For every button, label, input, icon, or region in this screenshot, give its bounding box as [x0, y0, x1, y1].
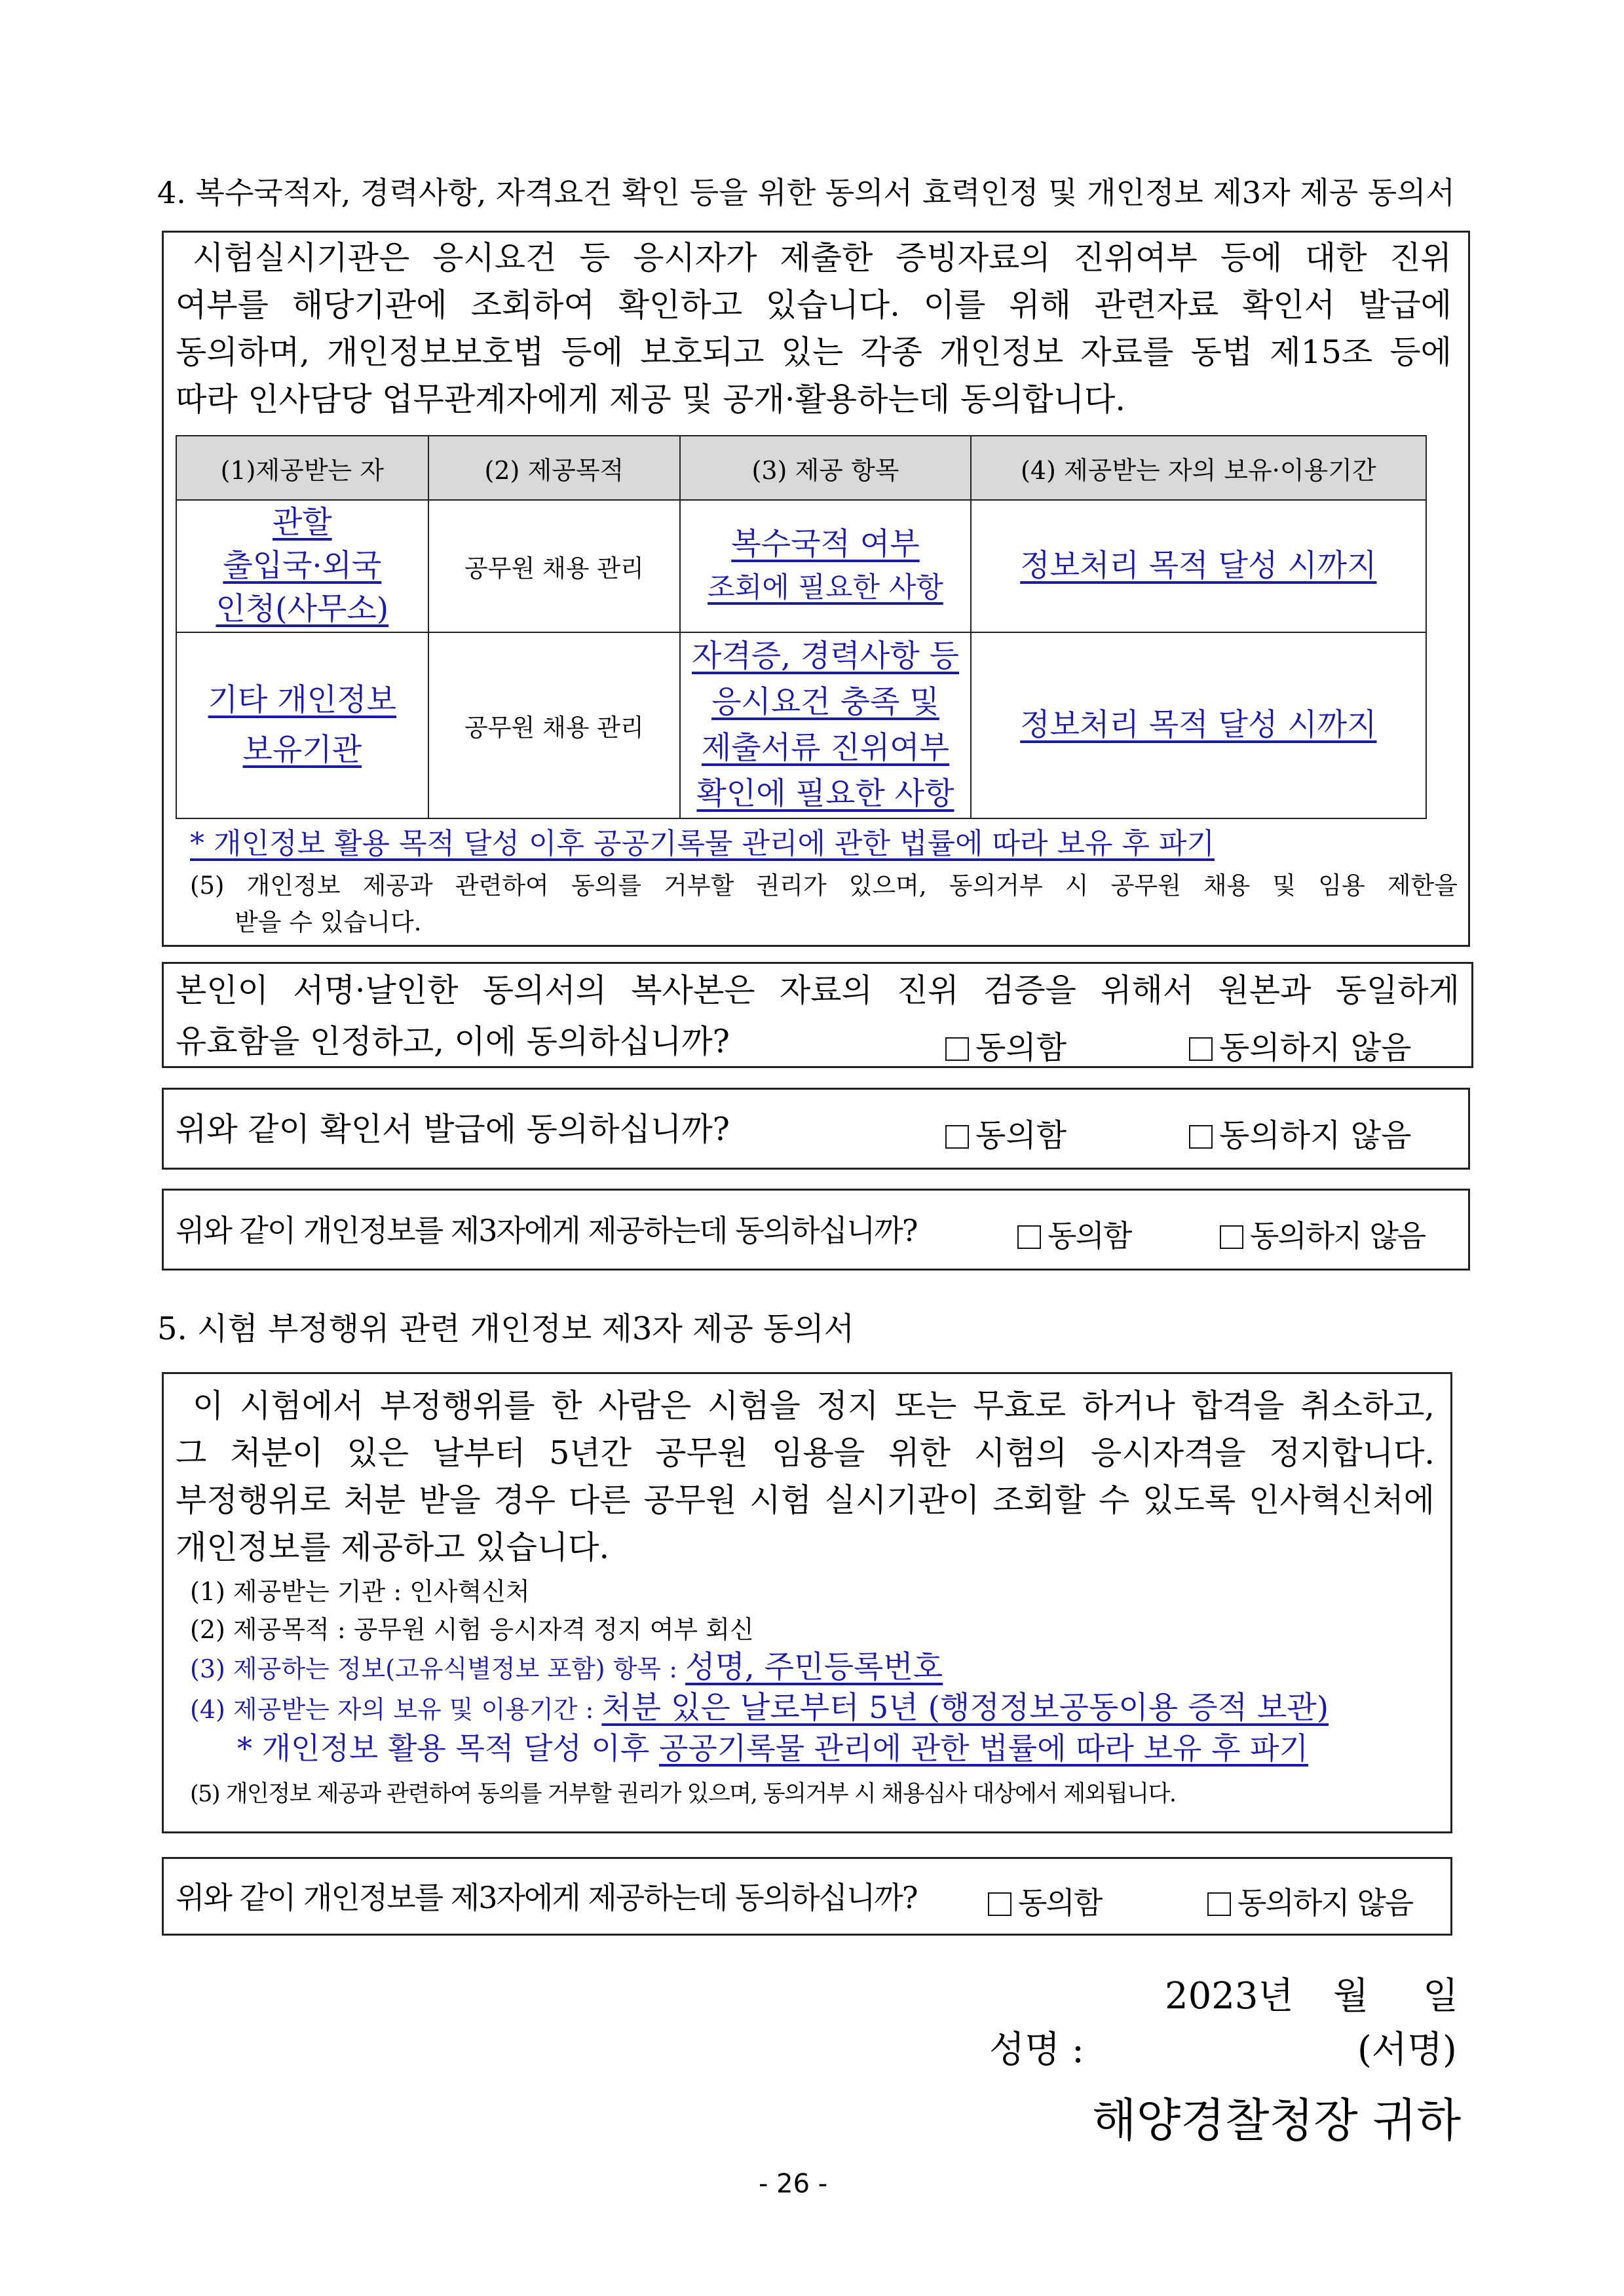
checkbox-disagree[interactable]: [1189, 1037, 1213, 1061]
intro-line: 그 처분이 있은 날부터 5년간 공무원 임용을 위한 시험의 응시자격을 정지합니다.: [176, 1434, 1435, 1472]
sec5-item-4-note: [237, 1727, 1308, 1769]
question-text: 위와 같이 개인정보를 제3자에게 제공하는데 동의하십니까?: [176, 1880, 917, 1915]
checkbox-agree[interactable]: [945, 1037, 969, 1061]
item-label: (3) 제공하는 정보(고유식별정보 포함) 항목 :: [190, 1655, 686, 1683]
period-cell: [971, 500, 1426, 632]
section-4-title: 4. 복수국적자, 경력사항, 자격요건 확인 등을 위한 동의서 효력인정 및 개인정보 제3자 제공 동의서: [157, 175, 1456, 210]
question-text: 유효함을 인정하고, 이에 동의하십니까?: [176, 1023, 730, 1060]
intro-line: 부정행위로 처분 받을 경우 다른 공무원 시험 실시기관이 조회할 수 있도록 인사혁신처에: [176, 1482, 1435, 1519]
disagree-option[interactable]: [1189, 1110, 1411, 1155]
note-underlined: 공공기록물 관리에 관한 법률에 따라 보유 후 파기: [658, 1731, 1309, 1766]
refuse-note-line2: 받을 수 있습니다.: [235, 908, 422, 936]
agree-label: 동의함: [975, 1029, 1067, 1066]
addressee: 해양경찰청장 귀하: [1092, 2094, 1462, 2147]
table-header: (1)제공받는 자: [176, 436, 428, 500]
intro-line: 여부를 해당기관에 조회하여 확인하고 있습니다. 이를 위해 관련자료 확인서 발급에: [176, 286, 1452, 324]
recipient-cell: [176, 500, 428, 632]
question-text: 위와 같이 개인정보를 제3자에게 제공하는데 동의하십니까?: [176, 1213, 917, 1248]
table-header: (3) 제공 항목: [680, 436, 971, 500]
name-label: 성명 :: [989, 2029, 1084, 2071]
agree-option[interactable]: [945, 1022, 1067, 1067]
recipient-line: 관할: [272, 505, 332, 541]
question-text: 위와 같이 확인서 발급에 동의하십니까?: [176, 1111, 730, 1148]
section-4-intro: [176, 235, 1452, 423]
section-5-title: 5. 시험 부정행위 관련 개인정보 제3자 제공 동의서: [157, 1311, 855, 1347]
sec5-item-2: (2) 제공목적 : 공무원 시험 응시자격 정지 여부 회신: [190, 1615, 754, 1644]
table-row: [176, 500, 1426, 632]
section-5-intro: [176, 1383, 1435, 1571]
item-line: 제출서류 진위여부: [701, 730, 950, 766]
checkbox-disagree[interactable]: [1207, 1892, 1231, 1916]
disagree-option[interactable]: [1189, 1022, 1411, 1067]
agree-label: 동의함: [1048, 1218, 1131, 1253]
intro-line: 따라 인사담당 업무관계자에게 제공 및 공개·활용하는데 동의합니다.: [176, 381, 1125, 418]
disagree-option[interactable]: [1207, 1879, 1412, 1923]
disagree-label: 동의하지 않음: [1237, 1885, 1413, 1921]
purpose-cell: 공무원 채용 관리: [428, 632, 681, 818]
sec5-item-4: [190, 1689, 1329, 1729]
item-line: 자격증, 경력사항 등: [691, 638, 959, 674]
sec5-item-1: (1) 제공받는 기관 : 인사혁신처: [190, 1577, 530, 1606]
intro-line: 동의하며, 개인정보보호법 등에 보호되고 있는 각종 개인정보 자료를 동법 제15조 등에: [176, 334, 1452, 371]
recipient-line: 인청(사무소): [216, 591, 389, 627]
date-day: 일: [1423, 1975, 1459, 2018]
disagree-label: 동의하지 않음: [1250, 1218, 1426, 1253]
checkbox-agree[interactable]: [1017, 1225, 1041, 1249]
recipient-line: 기타 개인정보: [208, 682, 396, 718]
intro-line: 개인정보를 제공하고 있습니다.: [176, 1529, 610, 1566]
intro-line: 시험실시기관은 응시요건 등 응시자가 제출한 증빙자료의 진위여부 등에 대한 진위: [193, 239, 1452, 277]
items-cell: [680, 500, 971, 632]
refuse-note-line1: (5) 개인정보 제공과 관련하여 동의를 거부할 권리가 있으며, 동의거부 시 공무원 채용 및 임용 제한을: [190, 871, 1458, 900]
recipient-line: 보유기관: [242, 732, 362, 768]
table-row: [176, 632, 1426, 818]
item-line: 응시요건 충족 및: [711, 684, 939, 720]
table-header: (4) 제공받는 자의 보유·이용기간: [971, 436, 1426, 500]
disagree-option[interactable]: [1220, 1212, 1425, 1255]
consent-table: [176, 435, 1427, 819]
item-label: (4) 제공받는 자의 보유 및 이용기간 :: [190, 1695, 602, 1724]
period-cell: [971, 632, 1426, 818]
period-text: 정보처리 목적 달성 시까지: [1020, 707, 1377, 743]
item-line: 조회에 필요한 사항: [708, 571, 943, 604]
sec5-item-5: (5) 개인정보 제공과 관련하여 동의를 거부할 권리가 있으며, 동의거부 시 채용심사 대상에서 제외됩니다.: [190, 1781, 1176, 1807]
recipient-cell: [176, 632, 428, 818]
disagree-label: 동의하지 않음: [1219, 1117, 1412, 1154]
signature-label: (서명): [1357, 2029, 1457, 2071]
destroy-note: * 개인정보 활용 목적 달성 이후 공공기록물 관리에 관한 법률에 따라 보유 후 파기: [190, 827, 1215, 860]
purpose-cell: 공무원 채용 관리: [428, 500, 681, 632]
disagree-label: 동의하지 않음: [1219, 1029, 1412, 1066]
checkbox-disagree[interactable]: [1220, 1225, 1243, 1249]
agree-label: 동의함: [975, 1117, 1067, 1154]
date-month: 월: [1333, 1975, 1369, 2018]
table-header: (2) 제공목적: [428, 436, 681, 500]
recipient-line: 출입국·외국: [223, 548, 382, 584]
item-line: 복수국적 여부: [731, 526, 920, 562]
period-text: 정보처리 목적 달성 시까지: [1020, 548, 1377, 584]
agree-option[interactable]: [1017, 1212, 1131, 1255]
intro-line: 이 시험에서 부정행위를 한 사람은 시험을 정지 또는 무효로 하거나 합격을 취소하고,: [193, 1387, 1435, 1425]
item-value: 성명, 주민등록번호: [685, 1649, 943, 1685]
sec5-item-3: [190, 1649, 943, 1688]
date-year: 2023년: [1165, 1975, 1294, 2018]
items-cell: [680, 632, 971, 818]
checkbox-disagree[interactable]: [1189, 1125, 1213, 1149]
agree-option[interactable]: [945, 1110, 1067, 1155]
checkbox-agree[interactable]: [988, 1892, 1011, 1916]
agree-label: 동의함: [1018, 1885, 1102, 1921]
agree-option[interactable]: [988, 1879, 1101, 1923]
note-prefix: * 개인정보 활용 목적 달성 이후: [237, 1731, 659, 1766]
page-number: - 26 -: [759, 2169, 828, 2199]
checkbox-agree[interactable]: [945, 1125, 969, 1149]
item-line: 확인에 필요한 사항: [696, 776, 954, 812]
item-value: 처분 있은 날로부터 5년 (행정정보공동이용 증적 보관): [601, 1690, 1329, 1726]
question-text: 본인이 서명·날인한 동의서의 복사본은 자료의 진위 검증을 위해서 원본과 동일하게: [176, 972, 1460, 1009]
